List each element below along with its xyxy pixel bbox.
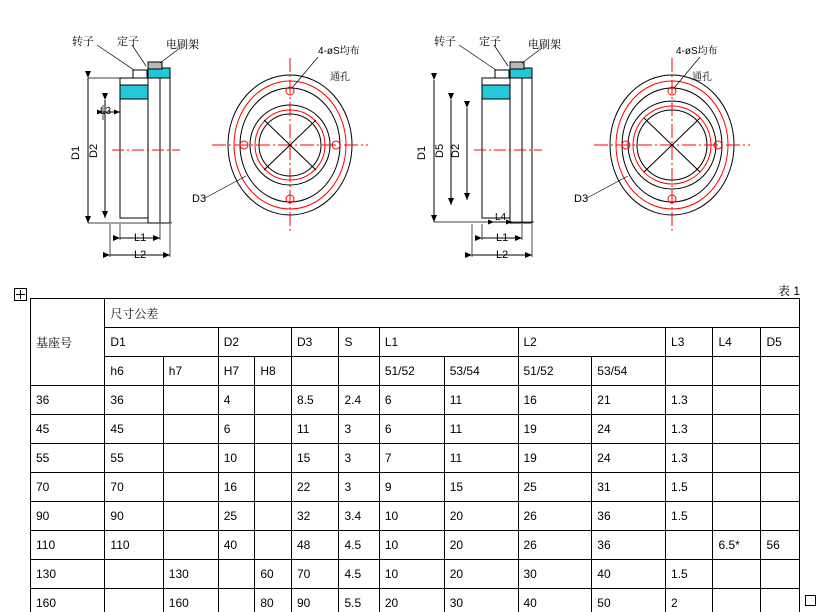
cell-base: 110 xyxy=(31,531,105,560)
cell-l2-b: 24 xyxy=(592,415,666,444)
cell-d3: 90 xyxy=(292,589,339,612)
cell-d1-h7: 160 xyxy=(163,589,218,612)
cell-d2-H7: 16 xyxy=(218,473,255,502)
table-row-col-header xyxy=(31,328,800,357)
dim-d3-right: D3 xyxy=(574,193,589,205)
cell-d2-H7: 25 xyxy=(218,502,255,531)
cell-l2-b: 36 xyxy=(592,531,666,560)
dim-d2-right: D2 xyxy=(450,143,462,158)
table-row xyxy=(31,386,800,415)
cell-l4 xyxy=(713,560,761,589)
cell-s: 4.5 xyxy=(339,560,379,589)
cell-d5 xyxy=(761,502,800,531)
cell-l2-b: 24 xyxy=(592,444,666,473)
cell-base: 55 xyxy=(31,444,105,473)
cell-l3: 1.5 xyxy=(666,473,713,502)
cell-l4 xyxy=(713,589,761,612)
table-row xyxy=(31,531,800,560)
cell-l3: 1.3 xyxy=(666,386,713,415)
callout-stator-left: 定子 xyxy=(117,36,139,48)
cell-l1-b: 15 xyxy=(444,473,518,502)
cell-l2-b: 36 xyxy=(592,502,666,531)
header-col-s: S xyxy=(339,328,379,357)
cell-d5 xyxy=(761,386,800,415)
header-col-d1: D1 xyxy=(105,328,218,357)
cell-d2-H7 xyxy=(218,589,255,612)
cell-d2-H7 xyxy=(218,560,255,589)
bottom-corner-mark-icon xyxy=(805,595,816,606)
dimension-table-wrap xyxy=(30,298,800,612)
cell-l1-a: 20 xyxy=(379,589,444,612)
callout-stator-right: 定子 xyxy=(479,36,501,48)
cell-d1-h7 xyxy=(163,473,218,502)
cell-d5 xyxy=(761,415,800,444)
sub-H7: H7 xyxy=(218,357,255,386)
cell-d1-h6: 70 xyxy=(105,473,163,502)
cell-d3: 15 xyxy=(292,444,339,473)
cell-l4: 6.5* xyxy=(713,531,761,560)
header-col-l4: L4 xyxy=(713,328,761,357)
cell-d1-h6 xyxy=(105,560,163,589)
hole-note-right-2: 通孔 xyxy=(692,72,712,83)
dim-l1-right: L1 xyxy=(496,232,509,244)
cell-l1-a: 10 xyxy=(379,560,444,589)
table-row xyxy=(31,589,800,612)
dim-l2-right: L2 xyxy=(496,249,509,261)
cell-l4 xyxy=(713,444,761,473)
cell-l4 xyxy=(713,386,761,415)
table-row xyxy=(31,415,800,444)
cell-s: 3.4 xyxy=(339,502,379,531)
table-row-group-header xyxy=(31,299,800,328)
cell-d1-h7 xyxy=(163,502,218,531)
sub-H8: H8 xyxy=(255,357,292,386)
cell-d1-h6: 36 xyxy=(105,386,163,415)
header-col-d2: D2 xyxy=(218,328,291,357)
table-row xyxy=(31,444,800,473)
cell-d5: 56 xyxy=(761,531,800,560)
table-row xyxy=(31,473,800,502)
cell-s: 4.5 xyxy=(339,531,379,560)
cell-l2-b: 50 xyxy=(592,589,666,612)
cell-d2-H8 xyxy=(255,415,292,444)
header-col-l1: L1 xyxy=(379,328,518,357)
cell-d1-h6: 55 xyxy=(105,444,163,473)
corner-mark-icon xyxy=(14,288,27,301)
cell-d3: 48 xyxy=(292,531,339,560)
cell-d1-h7 xyxy=(163,444,218,473)
cell-d2-H7: 4 xyxy=(218,386,255,415)
cell-d1-h7 xyxy=(163,531,218,560)
cell-d5 xyxy=(761,589,800,612)
cell-s: 2.4 xyxy=(339,386,379,415)
cell-d3: 8.5 xyxy=(292,386,339,415)
cell-l2-a: 26 xyxy=(518,531,592,560)
cell-l3 xyxy=(666,531,713,560)
header-col-l3: L3 xyxy=(666,328,713,357)
cell-d3: 22 xyxy=(292,473,339,502)
cell-base: 45 xyxy=(31,415,105,444)
cell-l3: 1.3 xyxy=(666,444,713,473)
sub-s-blank xyxy=(339,357,379,386)
cell-l2-a: 26 xyxy=(518,502,592,531)
technical-drawing xyxy=(0,0,824,275)
cell-l2-a: 30 xyxy=(518,560,592,589)
sub-l2-5354: 53/54 xyxy=(592,357,666,386)
sub-l2-5152: 51/52 xyxy=(518,357,592,386)
dim-l3-left: L3 xyxy=(100,106,112,117)
table-row-sub-header xyxy=(31,357,800,386)
cell-s: 5.5 xyxy=(339,589,379,612)
cell-l4 xyxy=(713,502,761,531)
dim-d5-right: D5 xyxy=(434,143,446,158)
header-col-l2: L2 xyxy=(518,328,666,357)
cell-l3: 1.5 xyxy=(666,560,713,589)
callout-brush-holder-left: 电刷架 xyxy=(166,39,199,51)
dim-d1-left: D1 xyxy=(70,145,82,160)
cell-d3: 70 xyxy=(292,560,339,589)
cell-l1-a: 6 xyxy=(379,386,444,415)
cell-d2-H8 xyxy=(255,531,292,560)
dim-d1-right: D1 xyxy=(416,145,428,160)
sub-d5-blank xyxy=(761,357,800,386)
cell-d1-h6: 45 xyxy=(105,415,163,444)
cell-l1-b: 11 xyxy=(444,415,518,444)
cell-l4 xyxy=(713,473,761,502)
cell-l1-b: 20 xyxy=(444,502,518,531)
cell-l3: 2 xyxy=(666,589,713,612)
cell-d3: 11 xyxy=(292,415,339,444)
cell-base: 160 xyxy=(31,589,105,612)
dimension-table xyxy=(30,298,800,612)
dim-l1-left: L1 xyxy=(134,232,147,244)
cell-d2-H8: 60 xyxy=(255,560,292,589)
cell-d1-h7 xyxy=(163,386,218,415)
cell-l1-a: 10 xyxy=(379,531,444,560)
cell-d5 xyxy=(761,560,800,589)
cell-l1-b: 11 xyxy=(444,386,518,415)
cell-l1-b: 30 xyxy=(444,589,518,612)
cell-d2-H8: 80 xyxy=(255,589,292,612)
cell-d5 xyxy=(761,444,800,473)
cell-d1-h6 xyxy=(105,589,163,612)
cell-l1-a: 10 xyxy=(379,502,444,531)
header-col-d3: D3 xyxy=(292,328,339,357)
cell-l2-a: 19 xyxy=(518,444,592,473)
cell-d1-h6: 90 xyxy=(105,502,163,531)
sub-l4-blank xyxy=(713,357,761,386)
cell-d2-H8 xyxy=(255,444,292,473)
cell-base: 130 xyxy=(31,560,105,589)
sub-l3-blank xyxy=(666,357,713,386)
cell-l2-a: 25 xyxy=(518,473,592,502)
cell-d1-h7: 130 xyxy=(163,560,218,589)
table-caption: 表 1 xyxy=(777,284,800,298)
cell-l2-a: 16 xyxy=(518,386,592,415)
header-tolerance-group: 尺寸公差 xyxy=(105,299,800,328)
cell-l4 xyxy=(713,415,761,444)
cell-d2-H7: 6 xyxy=(218,415,255,444)
cell-l2-b: 40 xyxy=(592,560,666,589)
callout-rotor-right: 转子 xyxy=(434,36,456,48)
hole-note-left-1: 4-øS均布 xyxy=(318,46,360,57)
cell-base: 36 xyxy=(31,386,105,415)
cell-l3: 1.5 xyxy=(666,502,713,531)
dim-d2-left: D2 xyxy=(88,143,100,158)
dim-l2-left: L2 xyxy=(134,249,147,261)
cell-l3: 1.3 xyxy=(666,415,713,444)
table-row xyxy=(31,502,800,531)
header-base-no: 基座号 xyxy=(31,299,105,386)
cell-l1-b: 11 xyxy=(444,444,518,473)
cell-l1-a: 9 xyxy=(379,473,444,502)
dim-l4-right: L4 xyxy=(495,212,507,223)
cell-d2-H7: 10 xyxy=(218,444,255,473)
sub-l1-5152: 51/52 xyxy=(379,357,444,386)
cell-l2-b: 31 xyxy=(592,473,666,502)
callout-rotor-left: 转子 xyxy=(72,36,94,48)
callout-brush-holder-right: 电刷架 xyxy=(528,39,561,51)
cell-d3: 32 xyxy=(292,502,339,531)
sub-l1-5354: 53/54 xyxy=(444,357,518,386)
cell-d2-H8 xyxy=(255,473,292,502)
cell-l1-b: 20 xyxy=(444,531,518,560)
cell-l2-a: 19 xyxy=(518,415,592,444)
dim-d3-left: D3 xyxy=(192,193,207,205)
cell-base: 70 xyxy=(31,473,105,502)
cell-l1-b: 20 xyxy=(444,560,518,589)
cell-s: 3 xyxy=(339,473,379,502)
sub-h6: h6 xyxy=(105,357,163,386)
hole-note-right-1: 4-øS均布 xyxy=(676,46,718,57)
cell-s: 3 xyxy=(339,444,379,473)
cell-base: 90 xyxy=(31,502,105,531)
cell-l1-a: 7 xyxy=(379,444,444,473)
cell-l1-a: 6 xyxy=(379,415,444,444)
sub-d3-blank xyxy=(292,357,339,386)
cell-d1-h6: 110 xyxy=(105,531,163,560)
cell-l2-b: 21 xyxy=(592,386,666,415)
cell-d2-H8 xyxy=(255,386,292,415)
cell-d5 xyxy=(761,473,800,502)
cell-s: 3 xyxy=(339,415,379,444)
cell-d2-H8 xyxy=(255,502,292,531)
cell-d2-H7: 40 xyxy=(218,531,255,560)
table-row xyxy=(31,560,800,589)
cell-d1-h7 xyxy=(163,415,218,444)
sub-h7: h7 xyxy=(163,357,218,386)
header-col-d5: D5 xyxy=(761,328,800,357)
cell-l2-a: 40 xyxy=(518,589,592,612)
hole-note-left-2: 通孔 xyxy=(330,72,350,83)
